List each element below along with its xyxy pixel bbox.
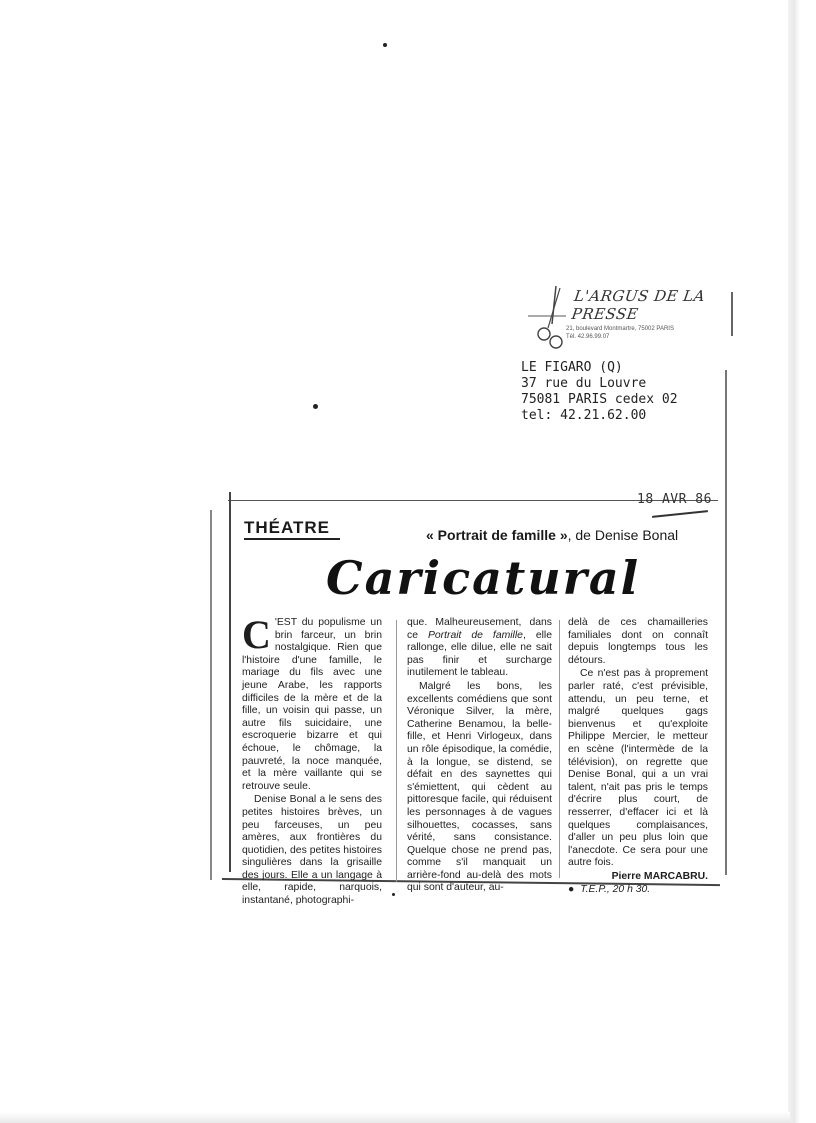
venue-line — [568, 884, 708, 897]
paragraph: Malgré les bons, les excellents comédiens que sont Véronique Silver, la mère, Catherine Benamou, la belle-fille, et Henri Virlogeux, dans un rôle épisodique, la comédie, à la longue, se distend, se défait en des saynettes qui s'émiettent, qui cèdent au pittoresque facile, qui réduisent les personnages à de vagues silhouettes, cocasses, sans vérité, sans consistance. Quelque chose ne prend pas, comme s'il manquait un arrière-fond au-delà des mots qui sont d'auteur, au- — [407, 680, 552, 894]
column-divider — [396, 620, 397, 882]
paragraph-text: , elle rallonge, elle dilue, elle ne sait pas finir et surcharge inutilement le tableau. — [407, 629, 552, 679]
stamp-rule — [731, 292, 733, 336]
paragraph-text: que. Malheureusement, dans ce — [407, 617, 552, 641]
play-title: « Portrait de famille » — [426, 527, 568, 543]
paragraph — [242, 612, 382, 793]
author-signature: Pierre MARCABRU. — [611, 870, 708, 882]
argus-phone: Tél. 42.96.99.07 — [566, 334, 610, 340]
publication-address — [521, 360, 678, 424]
article-column-1 — [242, 612, 382, 908]
dust-speck — [392, 893, 395, 896]
paragraph: Ce n'est pas à proprement parler raté, c'est prévisible, attendu, un peu terne, et malgré quelques gags bienvenus et qu'exploite Philippe Mercier, le metteur en scène (l'intermède de la télévision), on regrette que Denise Bonal, qui a un vrai talent, n'ait pas pris le temps d'écrire plus court, de resserrer, d'effacer ici et là quelques complaisances, d'aller un peu plus loin que l'anecdote. Ce sera pour une autre fois. — [568, 668, 708, 869]
argus-address: 21, boulevard Montmartre, 75002 PARIS — [566, 326, 674, 332]
article-headline: Caricatural — [326, 551, 641, 605]
scissors-icon — [526, 284, 574, 352]
paragraph: Denise Bonal a le sens des petites histoires brèves, un peu farceuses, un peu amères, aux frontières du quotidien, des petites histoires singulières dans la grisaille des jours. Elle a un langage à elle, rapide, narquois, instantané, photographi- — [242, 794, 382, 907]
play-author: , de Denise Bonal — [567, 527, 679, 543]
argus-logo: L'ARGUS DE LA PRESSE — [570, 287, 707, 323]
section-rubric: THÉATRE — [244, 518, 331, 537]
dust-speck — [383, 43, 387, 47]
argus-stamp — [526, 284, 741, 354]
bullet-icon: ● — [568, 884, 575, 896]
page-bottom-edge — [0, 1112, 790, 1123]
article-column-3 — [568, 617, 708, 897]
paragraph: delà de ces chamailleries familiales dont on connaît depuis longtemps tous les détours. — [568, 617, 708, 666]
publication-phone: tel: 42.21.62.00 — [521, 408, 647, 423]
paragraph — [407, 617, 552, 680]
publication-name: LE FIGARO (Q) — [521, 360, 623, 375]
page-edge-shadow — [788, 0, 816, 1123]
venue-text: T.E.P., 20 h 30. — [580, 884, 651, 896]
article-subhead — [426, 527, 678, 543]
clipping-outer-edge — [210, 510, 212, 880]
date-underline — [652, 510, 708, 518]
column-divider — [559, 620, 560, 878]
publication-street: 37 rue du Louvre — [521, 376, 647, 391]
dust-speck — [313, 404, 318, 409]
publication-city: 75081 PARIS cedex 02 — [521, 392, 678, 407]
paragraph-text: 'EST du populisme un brin farceur, un brin nostalgique. Rien que l'histoire d'une famille, le mariage du fils avec une jeune Arabe, les rapports difficiles de la mère et de la fille, un voisin qui passe, un autre fils suicidaire, une escroquerie bizarre et qui échoue, le chômage, la pauvreté, la noce manquée, et la mère vaillante qui se retrouve seule. — [242, 617, 382, 792]
clipping-left-edge — [229, 492, 231, 872]
rubric-underline — [244, 538, 340, 540]
date-stamp: 18 AVR 86 — [637, 492, 712, 507]
clipping-edge — [725, 370, 727, 875]
dropcap: C — [242, 612, 271, 657]
play-title-inline: Portrait de famille — [427, 629, 523, 641]
article-column-2 — [407, 617, 552, 895]
